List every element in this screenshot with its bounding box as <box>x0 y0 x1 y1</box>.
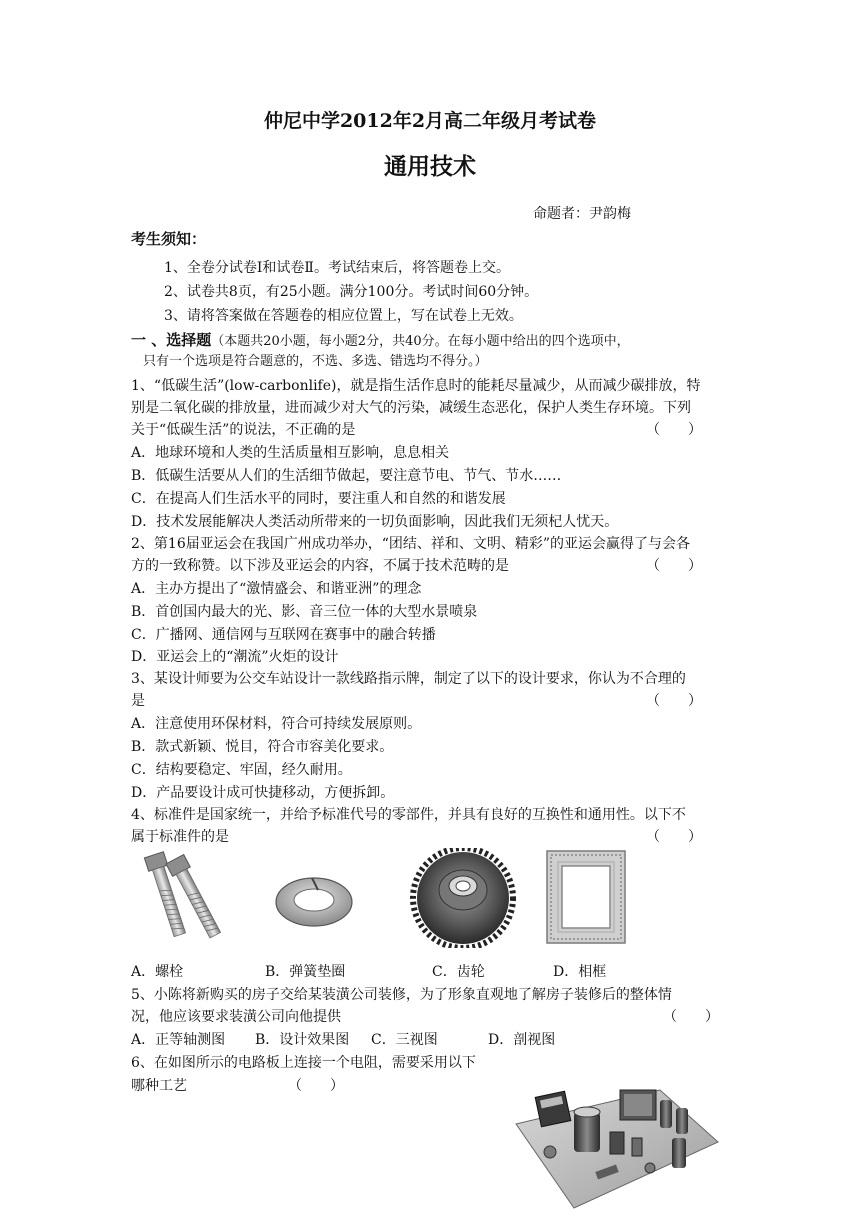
q5-option-a: A．正等轴测图 <box>131 1032 226 1048</box>
q1-line-1: 1、“低碳生活”(low-carbonlife)，就是指生活作息时的能耗尽量减少，从而减少碳排放，特 <box>131 378 701 394</box>
q3-option-d: D．产品要设计成可快捷移动，方便拆卸。 <box>131 785 395 801</box>
q3-option-c: C．结构要稳定、牢固，经久耐用。 <box>131 762 352 778</box>
q2-answer-paren: （ ） <box>646 558 702 574</box>
q3-option-b: B．款式新颖、悦目，符合市容美化要求。 <box>131 739 394 755</box>
q2-line-1: 2、第16届亚运会在我国广州成功举办，“团结、祥和、文明、精彩”的亚运会赢得了与会各 <box>131 536 691 552</box>
q1-option-c: C．在提高人们生活水平的同时，要注重人和自然的和谐发展 <box>131 491 506 507</box>
q6-line-2: 哪种工艺 <box>131 1078 187 1094</box>
section-number: 一 、 <box>131 331 167 349</box>
q3-line-1: 3、某设计师要为公交车站设计一款线路指示牌，制定了以下的设计要求，你认为不合理的 <box>131 671 686 687</box>
q4-line-1: 4、标准件是国家统一，并给予标准代号的零部件，并具有良好的互换性和通用性。以下不 <box>131 807 686 823</box>
gear-image <box>408 848 518 948</box>
spring-washer-image <box>272 872 356 932</box>
q5-line-2: 况，他应该要求装潢公司向他提供 <box>131 1009 341 1025</box>
q3-line-2: 是 <box>131 693 145 709</box>
notice-item-2: 2、试卷共8页，有25小题。满分100分。考试时间60分钟。 <box>164 284 539 300</box>
q2-option-c: C．广播网、通信网与互联网在赛事中的融合转播 <box>131 627 436 643</box>
q4-option-c: C．齿轮 <box>432 964 485 980</box>
q2-option-d: D．亚运会上的“潮流”火炬的设计 <box>131 649 339 665</box>
q4-option-b: B．弹簧垫圈 <box>265 964 346 980</box>
section-header <box>131 330 630 352</box>
section-name: 选择题 <box>166 331 212 349</box>
q4-option-d: D．相框 <box>553 964 607 980</box>
q1-line-2: 别是二氧化碳的排放量，进而减少对大气的污染，减缓生态恶化，保护人类生存环境。下列 <box>131 400 691 416</box>
q5-option-b: B．设计效果图 <box>255 1032 350 1048</box>
section-desc-2: 只有一个选项是符合题意的，不选、多选、错选均不得分。） <box>143 354 488 369</box>
subject-title: 通用技术 <box>384 153 476 180</box>
q6-answer-paren: （ ） <box>288 1078 344 1094</box>
q5-answer-paren: （ ） <box>663 1009 719 1025</box>
section-desc-1: （本题共20小题，每小题2分，共40分。在每小题中给出的四个选项中， <box>211 334 630 349</box>
q1-answer-paren: （ ） <box>646 422 702 438</box>
q4-option-a: A．螺栓 <box>131 964 184 980</box>
q1-option-b: B．低碳生活要从人们的生活细节做起，要注意节电、节气、节水…… <box>131 468 562 484</box>
bolt-image <box>140 848 232 948</box>
q5-option-c: C．三视图 <box>371 1032 438 1048</box>
notice-item-1: 1、全卷分试卷Ⅰ和试卷Ⅱ。考试结束后，将答题卷上交。 <box>164 260 510 276</box>
q4-answer-paren: （ ） <box>646 829 702 845</box>
q1-line-3: 关于“低碳生活”的说法，不正确的是 <box>131 422 356 438</box>
q2-line-2: 方的一致称赞。以下涉及亚运会的内容，不属于技术范畴的是 <box>131 558 509 574</box>
q3-option-a: A．注意使用环保材料，符合可持续发展原则。 <box>131 716 422 732</box>
notice-heading: 考生须知： <box>131 230 207 248</box>
exam-title: 仲尼中学2012年2月高二年级月考试卷 <box>263 110 597 132</box>
q2-option-a: A．主办方提出了“激情盛会、和谐亚洲”的理念 <box>131 581 422 597</box>
q1-option-d: D．技术发展能解决人类活动所带来的一切负面影响，因此我们无须杞人忧天。 <box>131 514 619 530</box>
q2-option-b: B．首创国内最大的光、影、音三位一体的大型水景喷泉 <box>131 604 478 620</box>
q6-line-1: 6、在如图所示的电路板上连接一个电阻，需要采用以下 <box>131 1055 476 1071</box>
q4-line-2: 属于标准件的是 <box>131 829 229 845</box>
q5-line-1: 5、小陈将新购买的房子交给某装潢公司装修，为了形象直观地了解房子装修后的整体情 <box>131 987 672 1003</box>
notice-item-3: 3、请将答案做在答题卷的相应位置上，写在试卷上无效。 <box>164 308 523 324</box>
q1-option-a: A．地球环境和人类的生活质量相互影响，息息相关 <box>131 445 450 461</box>
circuit-board-image <box>510 1072 722 1212</box>
q5-option-d: D．剖视图 <box>488 1032 556 1048</box>
q3-answer-paren: （ ） <box>646 693 702 709</box>
photo-frame-image <box>546 850 626 944</box>
author-line: 命题者：尹韵梅 <box>533 206 631 222</box>
